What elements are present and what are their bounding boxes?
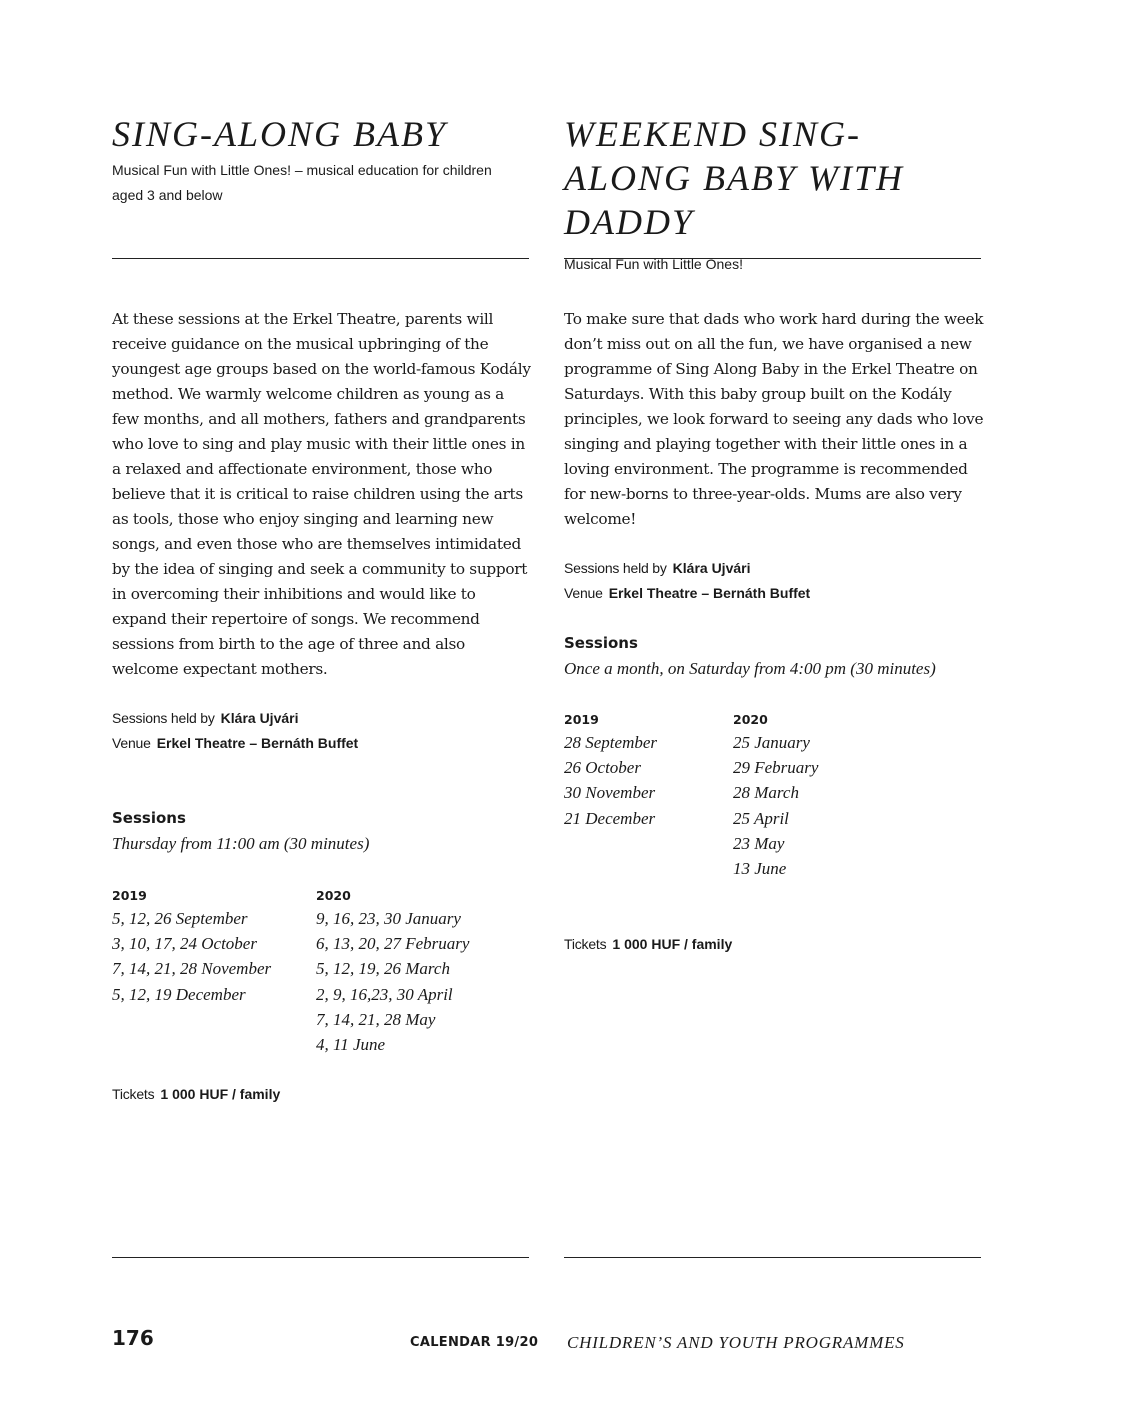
venue-label: Venue <box>112 735 151 751</box>
left-venue <box>112 731 358 756</box>
date-item: 4, 11 June <box>316 1035 386 1055</box>
right-body-text: To make sure that dads who work hard during the week don’t miss out on all the fun, we have organised a new programme of Sing Along Baby in the Erkel Theatre on Saturdays. With this baby group built on the Kodály principles, we look forward to seeing any dads who love singing and playing together with their little ones in a loving environment. The programme is recommended for new-borns to three-year-olds. Mums are also very welcome! <box>564 310 984 528</box>
date-list <box>316 906 469 1057</box>
right-dates-2020 <box>733 710 818 881</box>
date-item: 5, 12, 19 December <box>112 984 246 1004</box>
date-item: 5, 12, 19, 26 March <box>316 959 450 979</box>
venue-label: Venue <box>564 585 603 601</box>
date-item: 7, 14, 21, 28 May <box>316 1009 436 1029</box>
year-heading: 2019 <box>112 888 147 903</box>
right-sessions-heading: Sessions <box>564 634 638 652</box>
left-sessions-heading: Sessions <box>112 809 186 827</box>
tickets-label: Tickets <box>112 1086 155 1102</box>
held-by-value: Klára Ujvári <box>672 560 751 576</box>
year-heading: 2019 <box>564 712 599 727</box>
page-number: 176 <box>112 1326 154 1350</box>
year-heading: 2020 <box>316 888 351 903</box>
right-header-rule <box>564 258 981 259</box>
left-header-rule <box>112 258 529 259</box>
left-tickets <box>112 1082 280 1107</box>
left-dates-2020 <box>316 886 469 1057</box>
left-column <box>112 112 531 1102</box>
left-held-by <box>112 706 298 731</box>
date-list <box>564 730 657 831</box>
calendar-label: CALENDAR 19/20 <box>410 1335 539 1350</box>
date-list <box>112 906 271 1007</box>
date-item: 28 March <box>733 783 799 803</box>
date-item: 26 October <box>564 758 641 778</box>
left-sessions-time: Thursday from 11:00 am (30 minutes) <box>112 834 370 853</box>
right-sessions-time: Once a month, on Saturday from 4:00 pm (30 minutes) <box>564 659 936 678</box>
date-item: 21 December <box>564 808 656 828</box>
right-tickets <box>564 932 732 957</box>
date-item: 5, 12, 26 September <box>112 909 248 928</box>
date-item: 9, 16, 23, 30 January <box>316 909 461 928</box>
footer-rule-left <box>112 1257 529 1258</box>
tickets-value: 1 000 HUF / family <box>160 1086 281 1102</box>
date-item: 6, 13, 20, 27 February <box>316 934 470 954</box>
left-subtitle: Musical Fun with Little Ones! – musical education for children aged 3 and below <box>112 162 492 203</box>
right-venue <box>564 581 810 606</box>
section-title: CHILDREN’S AND YOUTH PROGRAMMES <box>567 1333 905 1352</box>
held-by-label: Sessions held by <box>112 710 215 726</box>
date-item: 28 September <box>564 733 658 752</box>
held-by-label: Sessions held by <box>564 560 667 576</box>
held-by-value: Klára Ujvári <box>220 710 299 726</box>
right-held-by <box>564 556 750 581</box>
tickets-label: Tickets <box>564 936 607 952</box>
date-item: 30 November <box>564 783 656 803</box>
venue-value: Erkel Theatre – Bernáth Buffet <box>608 585 811 601</box>
date-item: 25 January <box>733 733 810 752</box>
date-item: 2, 9, 16,23, 30 April <box>316 984 453 1004</box>
date-item: 3, 10, 17, 24 October <box>112 934 257 954</box>
right-column <box>564 112 984 952</box>
date-item: 25 April <box>733 808 789 828</box>
date-item: 29 February <box>733 758 819 778</box>
date-item: 23 May <box>733 833 785 853</box>
date-item: 7, 14, 21, 28 November <box>112 959 272 979</box>
right-dates-2019 <box>564 710 657 831</box>
date-list <box>733 730 818 881</box>
left-dates-2019 <box>112 886 271 1007</box>
right-subtitle: Musical Fun with Little Ones! <box>564 256 743 272</box>
year-heading: 2020 <box>733 712 768 727</box>
left-title: SING-ALONG BABY <box>112 114 447 154</box>
left-body-text: At these sessions at the Erkel Theatre, parents will receive guidance on the musical upbringing of the youngest age groups based on the world-famous Kodály method. We warmly welcome children as young as a few months, and all mothers, fathers and grandparents who love to sing and play music with their little ones in a relaxed and affectionate environment, those who believe that it is critical to raise children using the arts as tools, those who enjoy singing and learning new songs, and even those who are themselves intimidated by the idea of singing and seek a community to support in overcoming their inhibitions and would like to expand their repertoire of songs. We recommend sessions from birth to the age of three and also welcome expectant mothers. <box>112 310 531 678</box>
venue-value: Erkel Theatre – Bernáth Buffet <box>156 735 359 751</box>
right-title: WEEKEND SING-ALONG BABY WITH DADDY <box>564 114 905 242</box>
date-item: 13 June <box>733 859 787 879</box>
tickets-value: 1 000 HUF / family <box>612 936 733 952</box>
footer-rule-right <box>564 1257 981 1258</box>
